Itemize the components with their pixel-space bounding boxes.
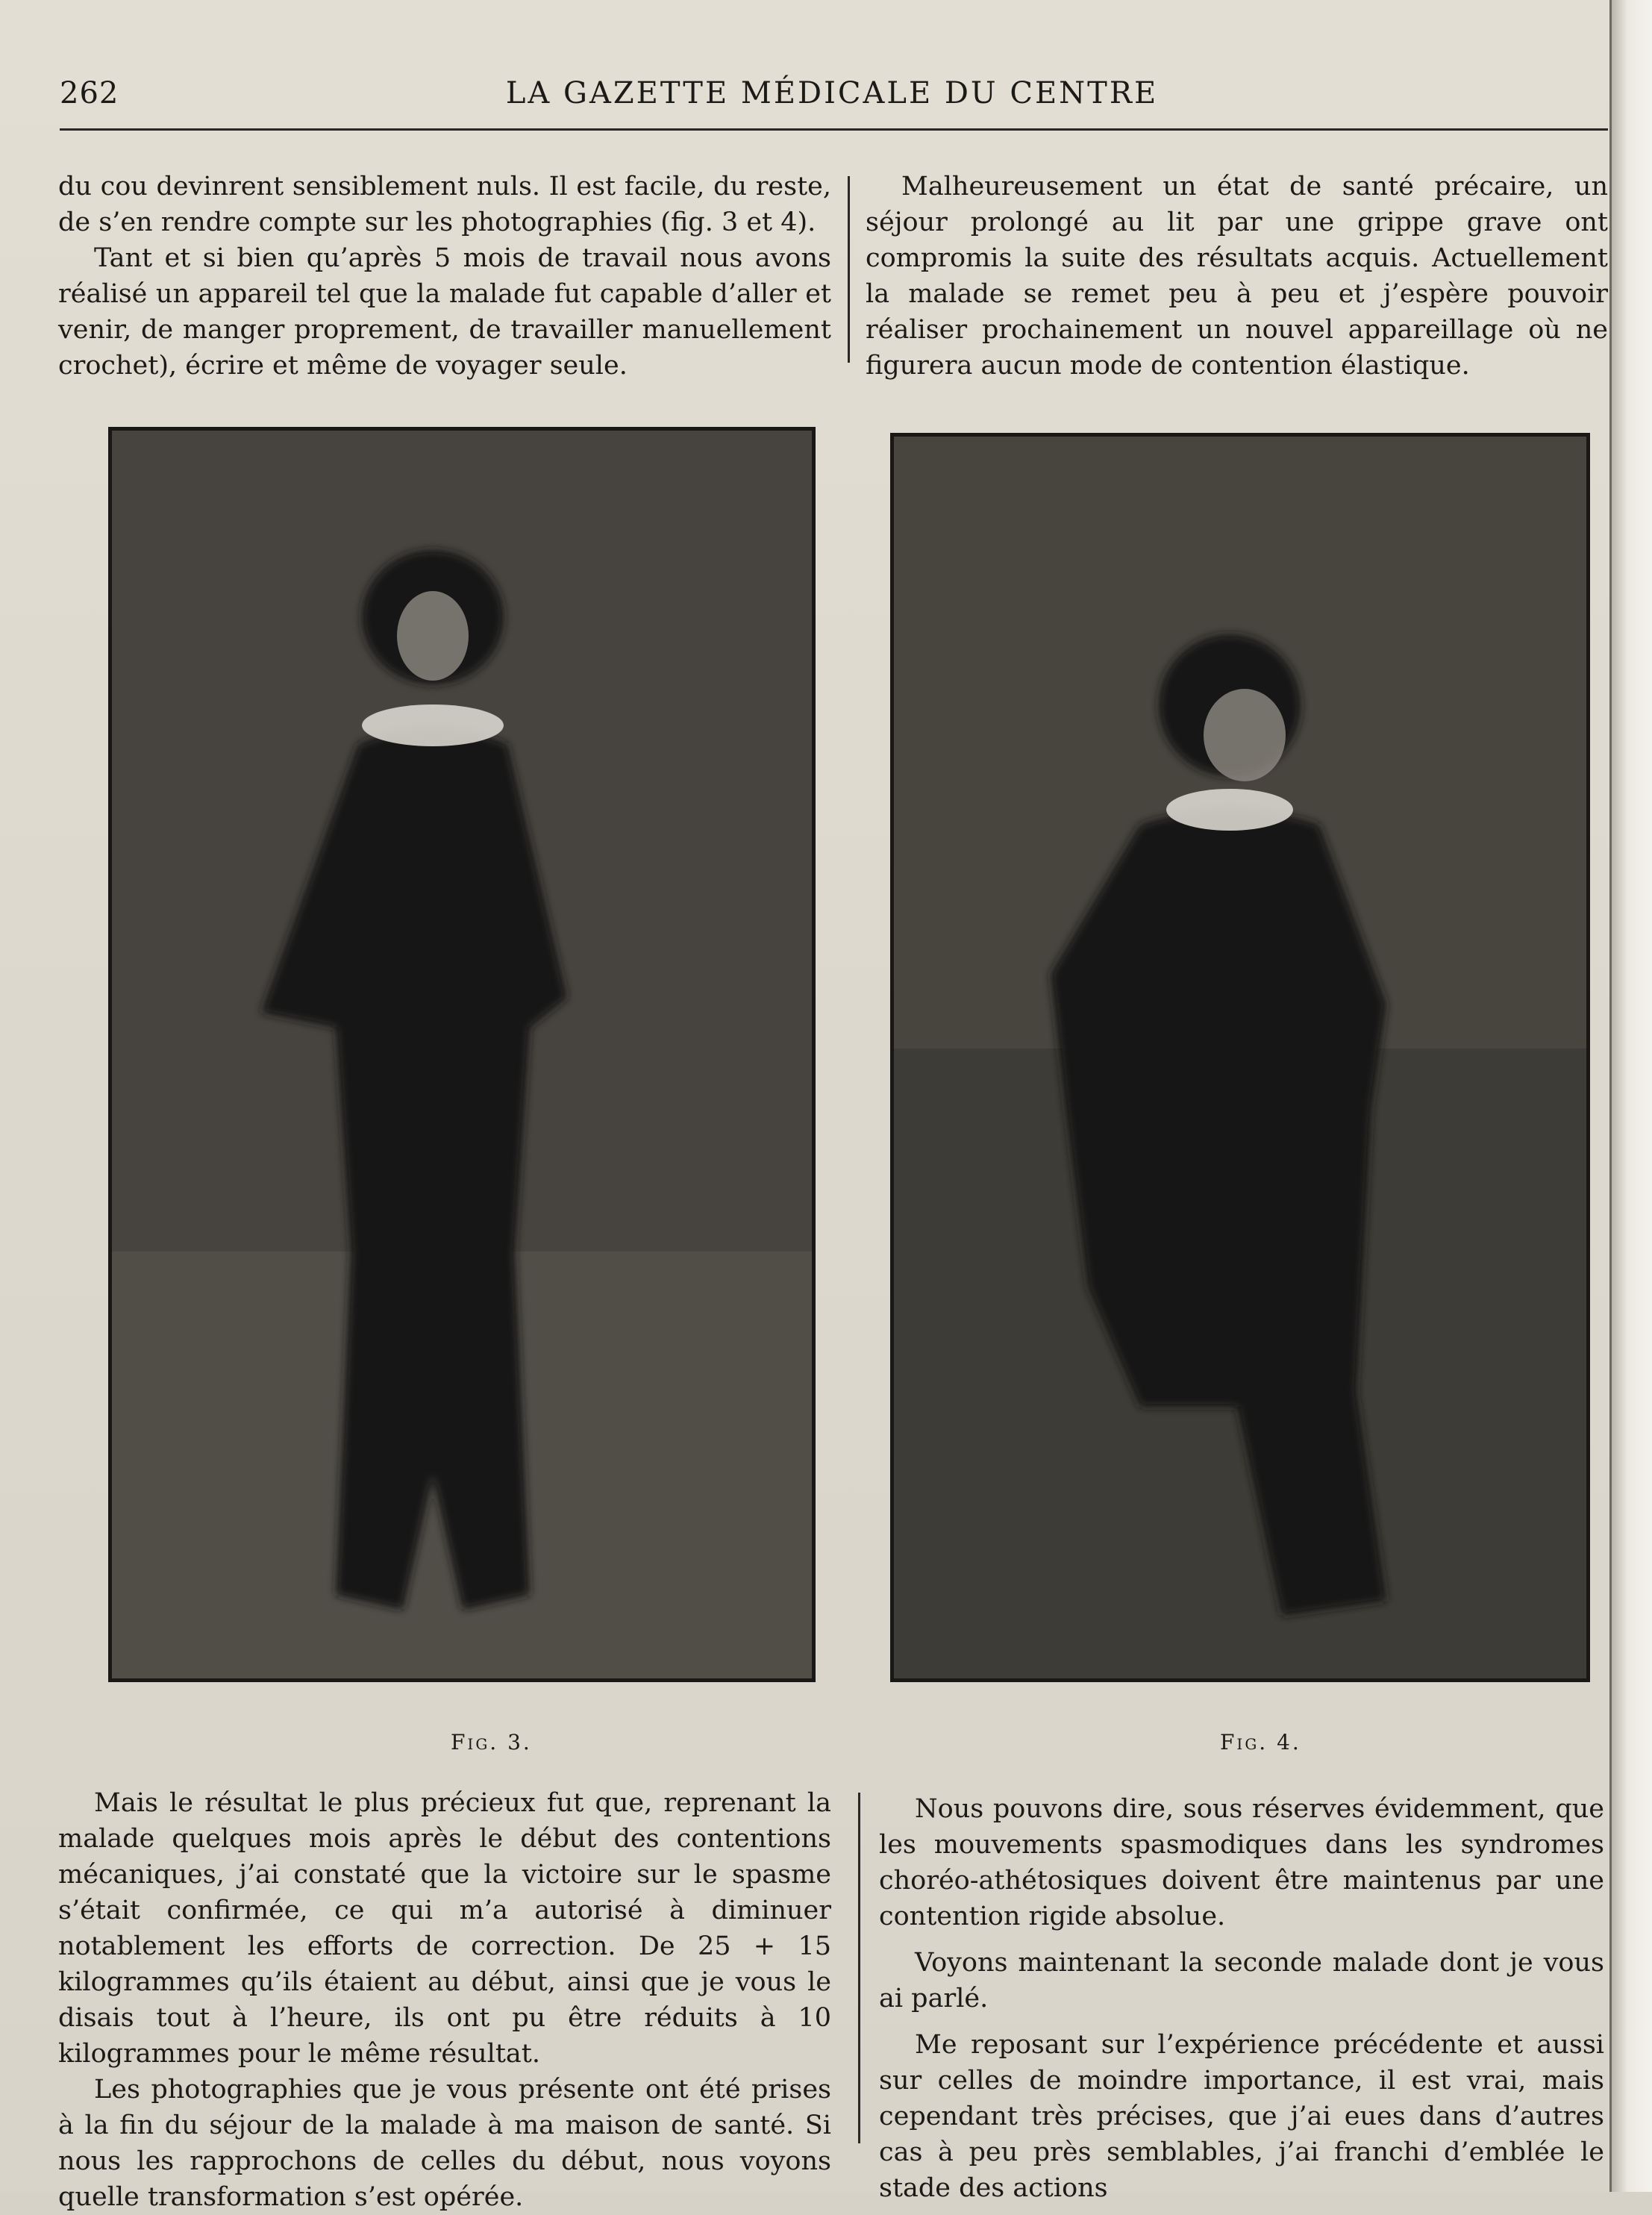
- paragraph: Nous pouvons dire, sous réserves évidemment, que les mouvements spasmodiques dans les syndromes choréo-athétosiques doivent être maintenus par une contention rigide absolue.: [879, 1794, 1604, 1931]
- column-rule: [858, 1793, 860, 2143]
- running-title: LA GAZETTE MÉDICALE DU CENTRE: [505, 76, 1159, 110]
- book-spine-edge: [1609, 0, 1652, 2192]
- figure-4-photograph: [890, 433, 1590, 1682]
- paragraph: Tant et si bien qu’après 5 mois de travail nous avons réalisé un appareil tel que la malade fut capable d’aller et venir, de manger proprement, de travailler manuellement crochet), écrire et même de voyager seule.: [58, 243, 831, 381]
- paragraph: Voyons maintenant la seconde malade dont je vous ai parlé.: [879, 1948, 1604, 2014]
- figure-4-caption: Fig. 4.: [1220, 1730, 1301, 1755]
- paragraph: Les photographies que je vous présente ont été prises à la fin du séjour de la malade à ma maison de santé. Si nous les rapprochons de celles du début, nous voyons quelle transformation s’est opérée.: [58, 2075, 831, 2212]
- paragraph: du cou devinrent sensiblement nuls. Il est facile, du reste, de s’en rendre compte sur les photographies (fig. 3 et 4).: [58, 172, 831, 237]
- paragraph: Mais le résultat le plus précieux fut que, reprenant la malade quelques mois après le début des contentions mécaniques, j’ai constaté que la victoire sur le spasme s’était confirmée, ce qui m’a autorisé à diminuer notablement les efforts de correction. De 25 + 15 kilogrammes qu’ils étaient au début, ainsi que je vous le disais tout à l’heure, ils ont pu être réduits à 10 kilogrammes pour le même résultat.: [58, 1788, 831, 2069]
- column-rule: [848, 176, 850, 363]
- bottom-left-column: [58, 1785, 831, 2215]
- bottom-right-column: [879, 1791, 1604, 2206]
- page-header: [60, 76, 1604, 121]
- top-right-column: [866, 169, 1608, 384]
- top-left-column: [58, 169, 831, 384]
- paragraph: Malheureusement un état de santé précaire, un séjour prolongé au lit par une grippe grave ont compromis la suite des résultats acquis. Actuellement la malade se remet peu à peu et j’espère pouvoir réaliser prochainement un nouvel appareillage où ne figurera aucun mode de contention élastique.: [866, 172, 1608, 381]
- paragraph: Me reposant sur l’expérience précédente et aussi sur celles de moindre importance, il est vrai, mais cependant très précises, que j’ai eues dans d’autres cas à peu près semblables, j’ai franchi d’emblée le stade des actions: [879, 2030, 1604, 2203]
- page-number: 262: [60, 76, 119, 110]
- figure-3-caption: Fig. 3.: [451, 1730, 532, 1755]
- header-rule: [60, 128, 1608, 131]
- figure-3-photograph: [108, 427, 816, 1682]
